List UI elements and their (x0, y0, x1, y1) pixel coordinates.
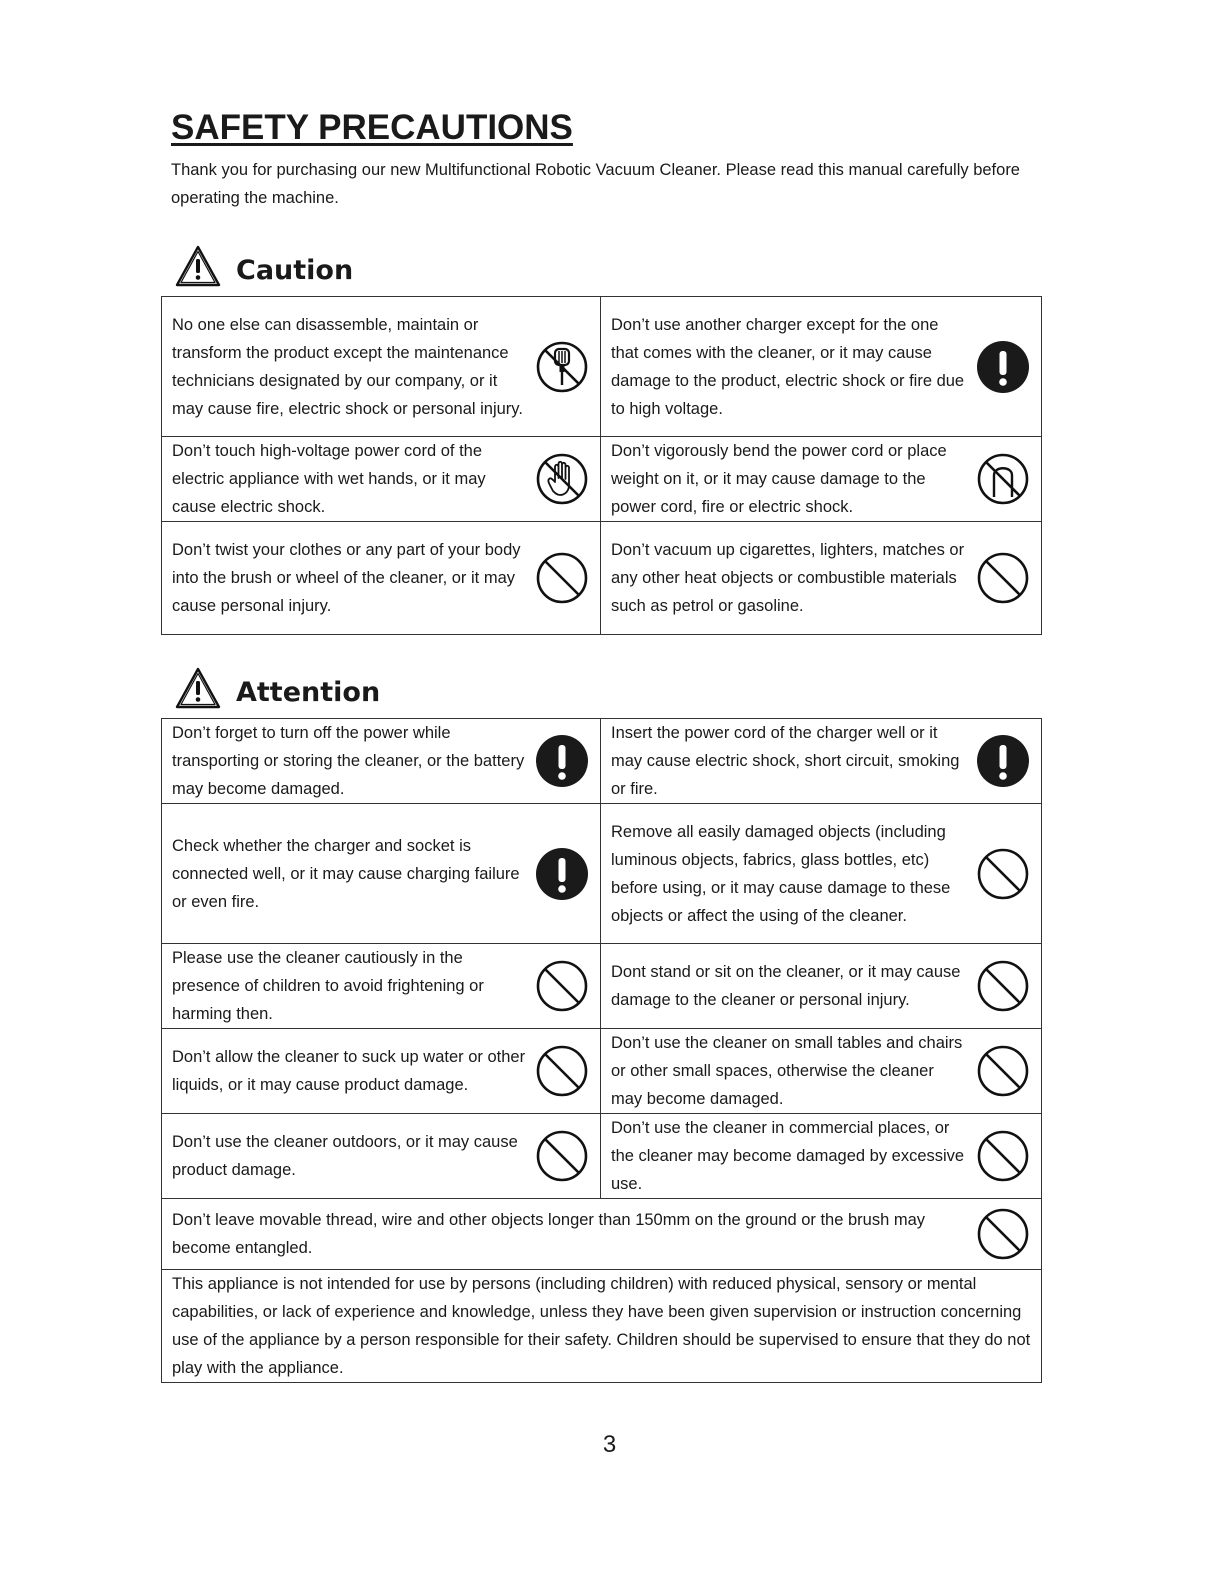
table-row (162, 437, 1042, 522)
caution-cell (601, 522, 1042, 635)
caution-text: Don’t twist your clothes or any part of your body into the brush or wheel of the cleaner, or it may cause personal injury. (172, 541, 521, 615)
attention-table (161, 718, 1042, 1383)
prohibition-icon (534, 550, 590, 606)
attention-text: This appliance is not intended for use by persons (including children) with reduced physical, sensory or mental capabilities, or lack of experience and knowledge, unless they have been given supervision or instruction concerning use of the appliance by a person responsible for their safety. Children should be supervised to ensure that they do not play with the appliance. (172, 1275, 1031, 1377)
caution-cell (162, 522, 601, 635)
page-title: SAFETY PRECAUTIONS (171, 108, 573, 147)
caution-text: No one else can disassemble, maintain or transform the product except the maintenance technicians designated by our company, or it may cause fire, electric shock or personal injury. (172, 315, 523, 418)
table-row (162, 297, 1042, 437)
attention-text: Don’t use the cleaner on small tables and chairs or other small spaces, otherwise the cleaner may become damaged. (611, 1034, 963, 1108)
attention-text: Dont stand or sit on the cleaner, or it may cause damage to the cleaner or personal injury. (611, 963, 961, 1009)
caution-heading (174, 242, 353, 290)
prohibition-icon (534, 1043, 590, 1099)
attention-text: Don’t use the cleaner in commercial places, or the cleaner may become damaged by excessive use. (611, 1119, 965, 1193)
attention-text: Please use the cleaner cautiously in the presence of children to avoid frightening or harming then. (172, 949, 484, 1023)
attention-text: Insert the power cord of the charger well or it may cause electric shock, short circuit, smoking or fire. (611, 724, 960, 798)
caution-text: Don’t use another charger except for the one that comes with the cleaner, or it may cause damage to the product, electric shock or fire due to high voltage. (611, 315, 965, 418)
no-disassembly-icon (534, 339, 590, 395)
attention-text: Don’t forget to turn off the power while transporting or storing the cleaner, or the battery may become damaged. (172, 724, 525, 798)
attention-cell (162, 1029, 601, 1114)
page-number: 3 (602, 1431, 617, 1458)
caution-cell (601, 437, 1042, 522)
table-row (162, 944, 1042, 1029)
caution-heading-label: Caution (236, 254, 354, 286)
attention-cell (162, 804, 601, 944)
no-bending-cord-icon (975, 451, 1031, 507)
mandatory-exclamation-icon (534, 733, 590, 789)
attention-cell (601, 1029, 1042, 1114)
attention-heading-label: Attention (236, 676, 381, 708)
caution-table (161, 296, 1042, 635)
attention-cell (162, 1114, 601, 1199)
attention-text: Remove all easily damaged objects (including luminous objects, fabrics, glass bottles, etc) before using, or it may cause damage to these objects or affect the using of the cleaner. (611, 822, 951, 925)
attention-text: Check whether the charger and socket is connected well, or it may cause charging failure or even fire. (172, 836, 520, 911)
attention-cell (601, 719, 1042, 804)
table-row (162, 1114, 1042, 1199)
attention-cell (601, 804, 1042, 944)
table-row (162, 1270, 1042, 1383)
prohibition-icon (975, 1206, 1031, 1262)
attention-cell (162, 944, 601, 1029)
mandatory-exclamation-icon (975, 733, 1031, 789)
prohibition-icon (975, 1043, 1031, 1099)
warning-triangle-icon (174, 666, 222, 710)
intro-paragraph: Thank you for purchasing our new Multifunctional Robotic Vacuum Cleaner. Please read this manual carefully before operating the machine. (171, 161, 1020, 207)
table-row (162, 1199, 1042, 1270)
attention-text: Don’t use the cleaner outdoors, or it may cause product damage. (172, 1133, 518, 1179)
mandatory-exclamation-icon (975, 339, 1031, 395)
table-row (162, 1029, 1042, 1114)
caution-cell (162, 437, 601, 522)
caution-text: Don’t vigorously bend the power cord or place weight on it, or it may cause damage to the power cord, fire or electric shock. (611, 442, 947, 516)
prohibition-icon (975, 846, 1031, 902)
attention-text: Don’t allow the cleaner to suck up water or other liquids, or it may cause product damage. (172, 1048, 526, 1094)
attention-cell-wide (162, 1199, 1042, 1270)
table-row (162, 804, 1042, 944)
prohibition-icon (975, 550, 1031, 606)
attention-text: Don’t leave movable thread, wire and other objects longer than 150mm on the ground or the brush may become entangled. (172, 1211, 926, 1257)
caution-text: Don’t touch high-voltage power cord of the electric appliance with wet hands, or it may cause electric shock. (172, 442, 486, 516)
attention-cell (162, 719, 601, 804)
table-row (162, 719, 1042, 804)
prohibition-icon (975, 958, 1031, 1014)
attention-cell-wide (162, 1270, 1042, 1383)
attention-cell (601, 1114, 1042, 1199)
caution-cell (162, 297, 601, 437)
caution-text: Don’t vacuum up cigarettes, lighters, matches or any other heat objects or combustible materials such as petrol or gasoline. (611, 541, 965, 615)
prohibition-icon (975, 1128, 1031, 1184)
warning-triangle-icon (174, 244, 222, 288)
table-row (162, 522, 1042, 635)
attention-heading (174, 664, 380, 712)
prohibition-icon (534, 958, 590, 1014)
attention-cell (601, 944, 1042, 1029)
no-wet-hands-icon (534, 451, 590, 507)
prohibition-icon (534, 1128, 590, 1184)
mandatory-exclamation-icon (534, 846, 590, 902)
caution-cell (601, 297, 1042, 437)
